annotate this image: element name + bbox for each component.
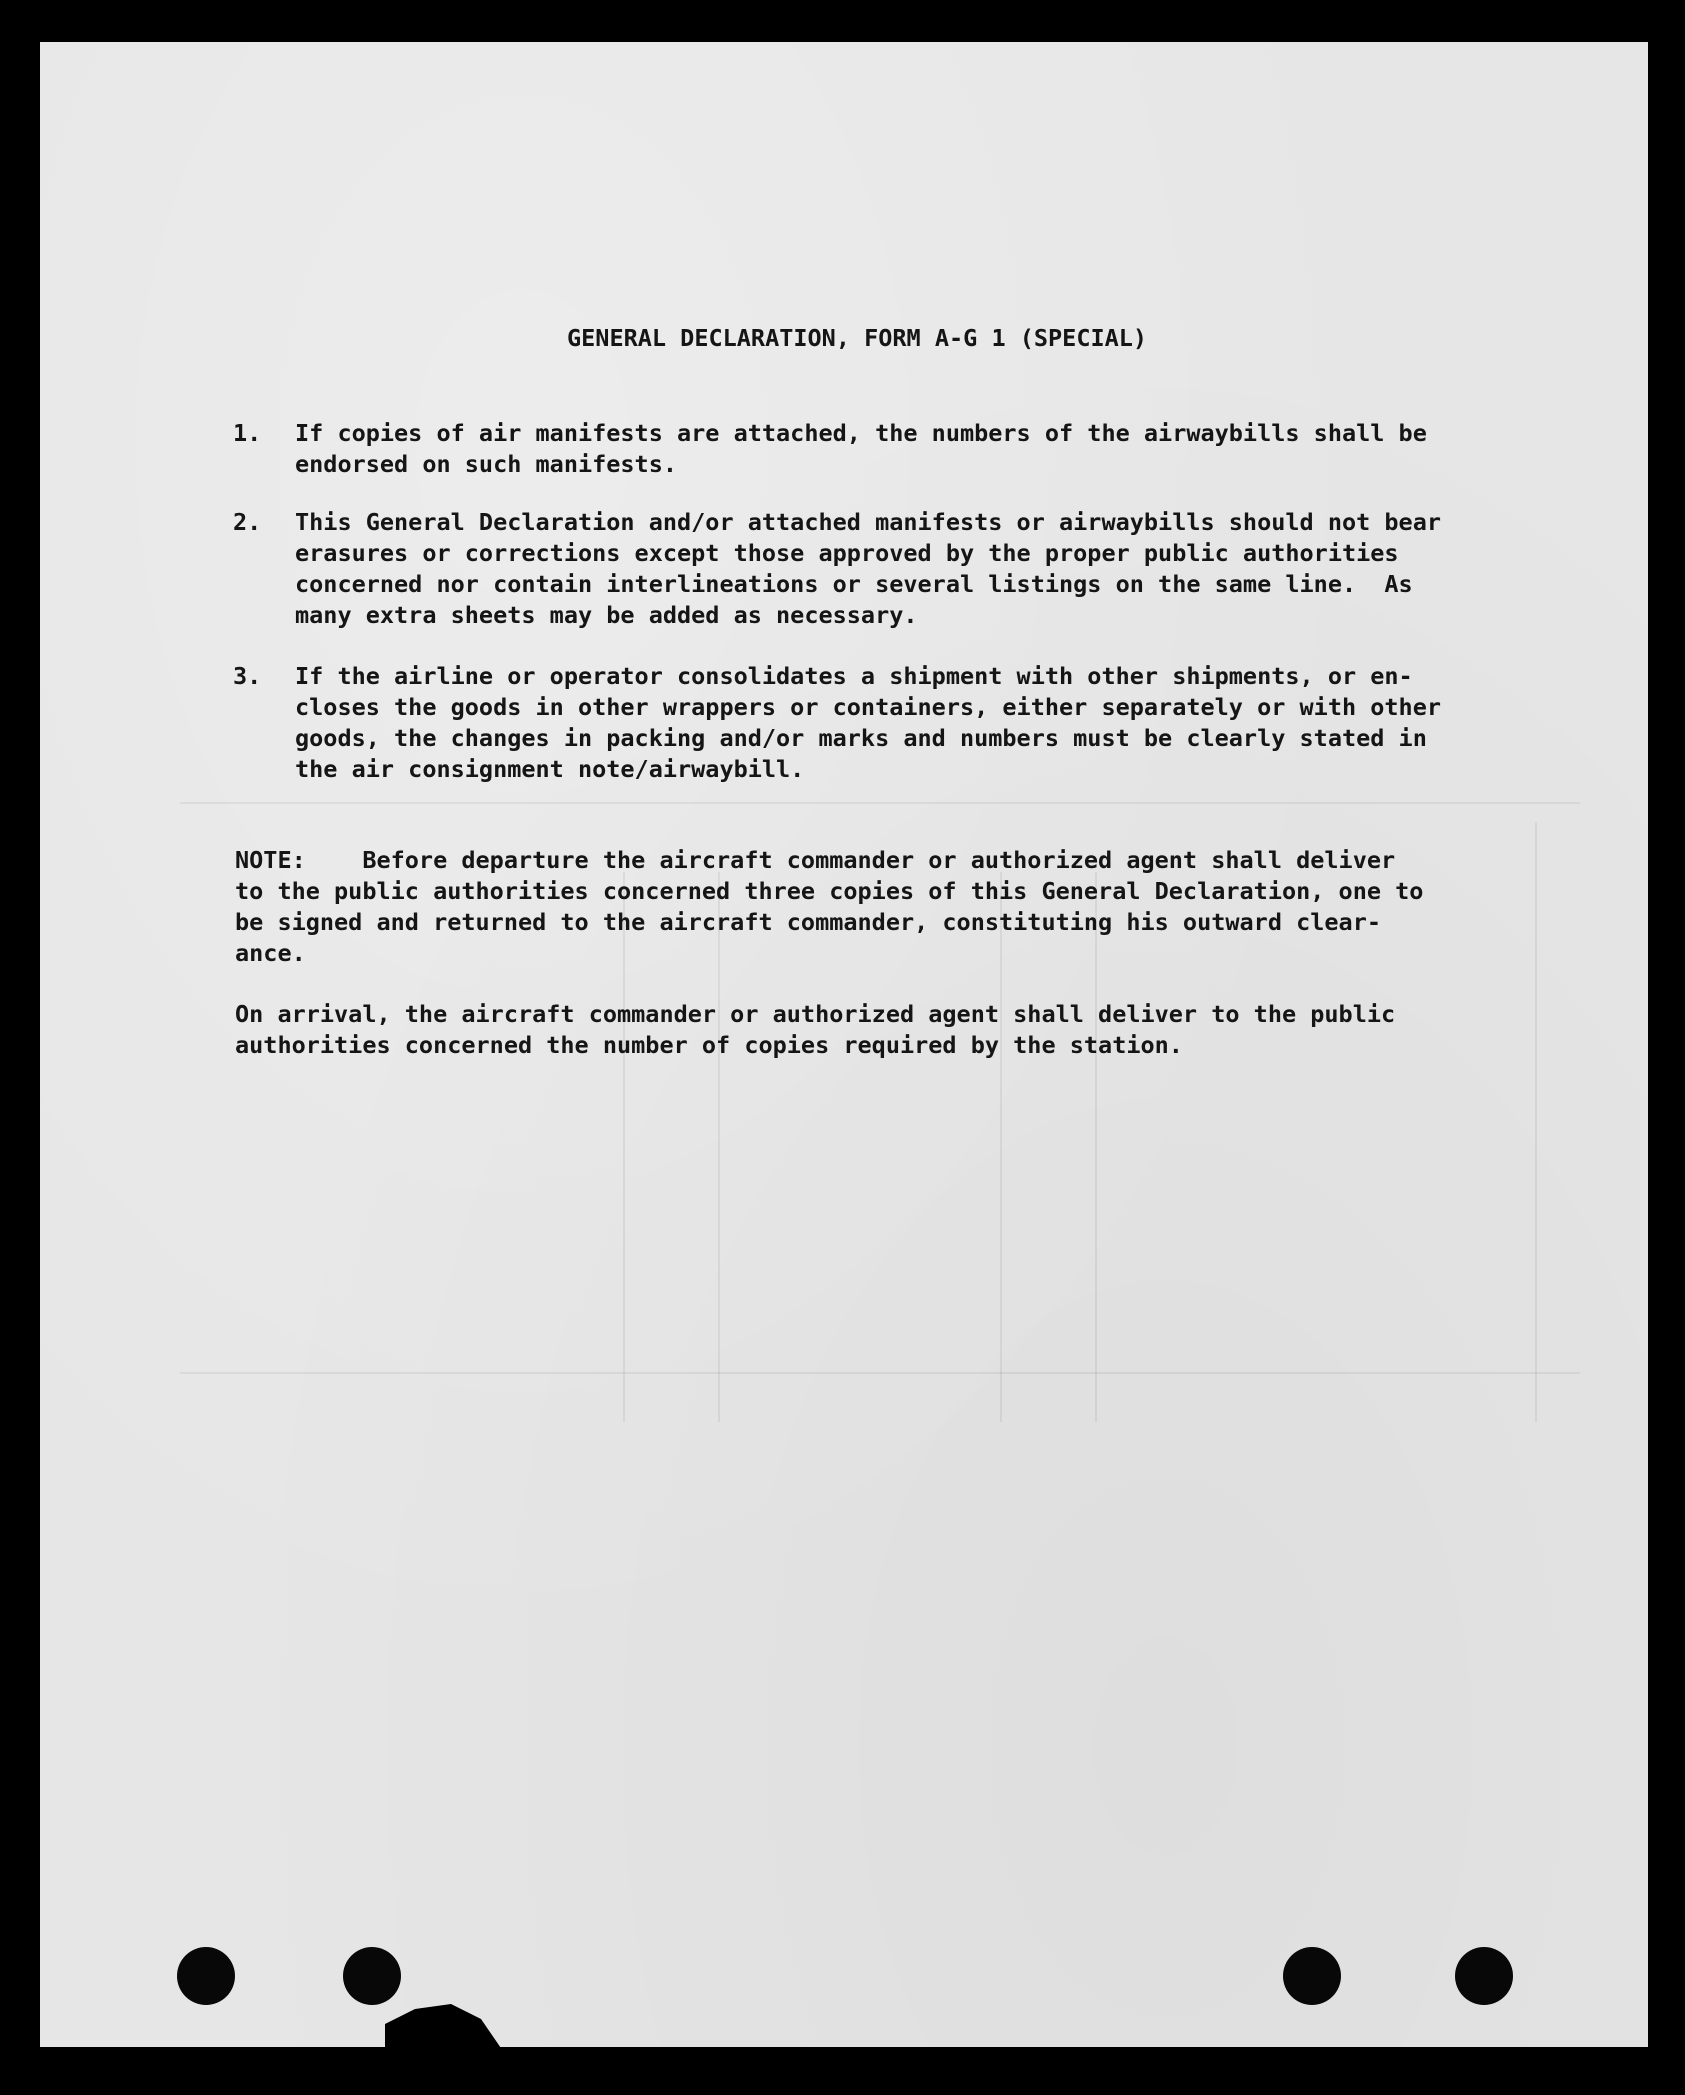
- note-line-1: NOTE: Before departure the aircraft commander or authorized agent shall deliver: [235, 846, 1396, 874]
- bleed-through-line: [1095, 872, 1097, 1422]
- arrival-line-2: authorities concerned the number of copies required by the station.: [235, 1031, 1183, 1059]
- item-1-line-2: endorsed on such manifests.: [295, 450, 678, 478]
- bleed-through-line: [1000, 872, 1002, 1422]
- note-line-2: to the public authorities concerned three copies of this General Declaration, one to: [235, 877, 1424, 905]
- arrival-line-1: On arrival, the aircraft commander or authorized agent shall deliver to the public: [235, 1000, 1396, 1028]
- bleed-through-line: [1535, 822, 1537, 1422]
- note-line-3: be signed and returned to the aircraft commander, constituting his outward clear-: [235, 908, 1382, 936]
- document-page: [40, 42, 1648, 2047]
- item-2-number: 2.: [233, 508, 262, 536]
- item-3-line-4: the air consignment note/airwaybill.: [295, 755, 805, 783]
- punch-hole: [177, 1947, 235, 2005]
- item-1-line-1: If copies of air manifests are attached, the numbers of the airwaybills shall be: [295, 419, 1427, 447]
- item-3-number: 3.: [233, 662, 262, 690]
- torn-edge: [385, 2004, 505, 2054]
- bleed-through-heading: [520, 1782, 544, 1850]
- item-2-line-1: This General Declaration and/or attached manifests or airwaybills should not bear: [295, 508, 1442, 536]
- bleed-through-line: [180, 802, 1580, 804]
- item-2-line-4: many extra sheets may be added as necessary.: [295, 601, 918, 629]
- bleed-through-line: [180, 1372, 1580, 1374]
- item-3-line-3: goods, the changes in packing and/or marks and numbers must be clearly stated in: [295, 724, 1427, 752]
- document-title: GENERAL DECLARATION, FORM A-G 1 (SPECIAL): [567, 324, 1148, 352]
- bleed-through-line: [718, 872, 720, 1422]
- item-3-line-1: If the airline or operator consolidates a shipment with other shipments, or en-: [295, 662, 1413, 690]
- punch-hole: [1455, 1947, 1513, 2005]
- note-line-4: ance.: [235, 939, 306, 967]
- punch-hole: [343, 1947, 401, 2005]
- item-3-line-2: closes the goods in other wrappers or containers, either separately or with other: [295, 693, 1442, 721]
- bleed-through-line: [623, 872, 625, 1422]
- item-2-line-2: erasures or corrections except those approved by the proper public authorities: [295, 539, 1399, 567]
- punch-hole: [1283, 1947, 1341, 2005]
- item-1-number: 1.: [233, 419, 262, 447]
- item-2-line-3: concerned nor contain interlineations or several listings on the same line. As: [295, 570, 1413, 598]
